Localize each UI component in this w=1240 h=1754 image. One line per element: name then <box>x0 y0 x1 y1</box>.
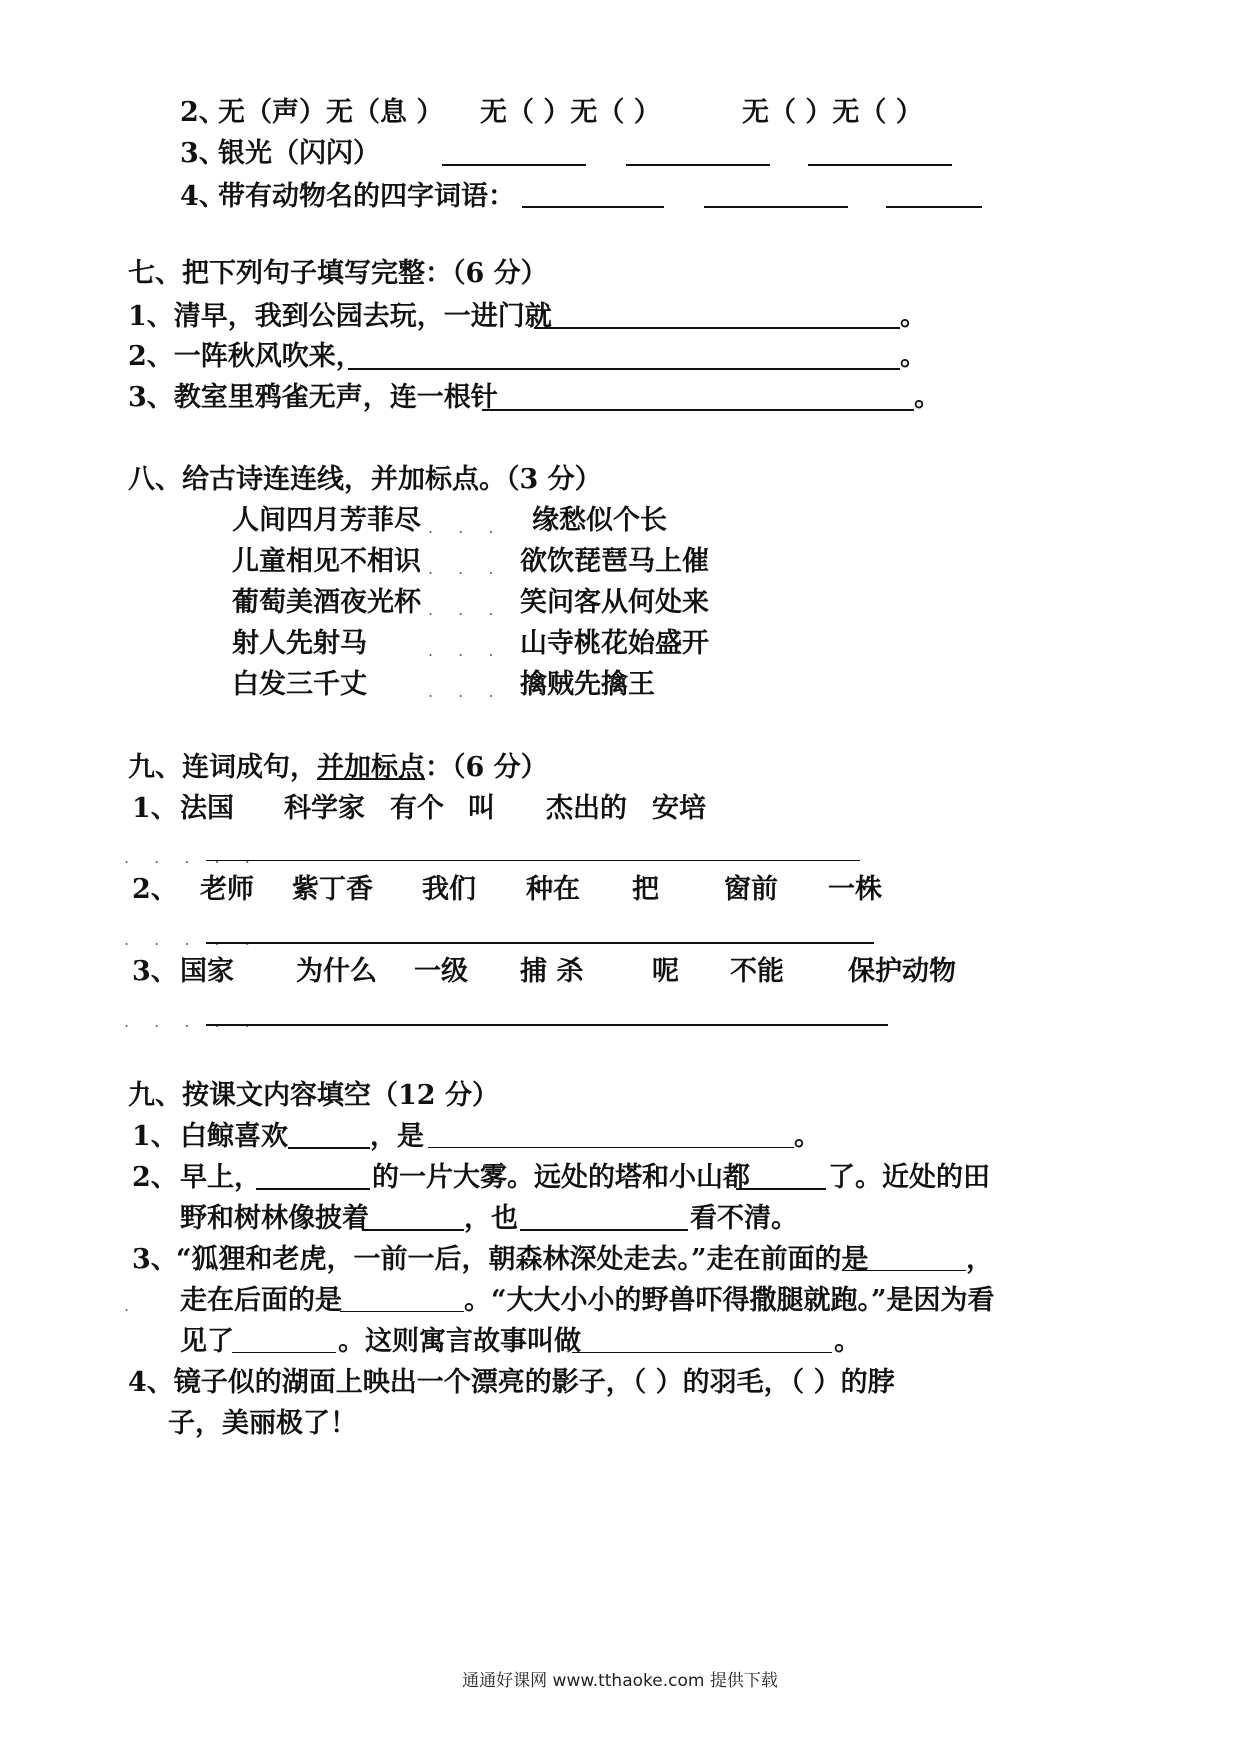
q9a-2-number: 2、 <box>132 874 178 905</box>
dot-leader: . . . . . <box>124 848 260 867</box>
word-card[interactable]: 一级 <box>414 956 468 987</box>
q6-4-prompt: 带有动物名的四字词语： <box>218 181 515 212</box>
dot-leader: . . . <box>428 641 504 660</box>
word-card[interactable]: 我们 <box>422 874 476 905</box>
word-card[interactable]: 科学家 <box>284 793 365 824</box>
answer-line[interactable] <box>232 1352 336 1353</box>
q6-3-number: 3、 <box>180 138 226 169</box>
dot-leader: . <box>124 1296 140 1315</box>
word-card[interactable]: 一株 <box>828 874 882 905</box>
word-card[interactable]: 捕 杀 <box>520 956 584 987</box>
q9b-1-text: ，是 <box>370 1121 424 1152</box>
dot-leader: . . . <box>428 518 504 537</box>
answer-line[interactable] <box>206 860 860 861</box>
poem-right-1[interactable]: 缘愁似个长 <box>532 505 667 536</box>
word-card[interactable]: 老师 <box>200 874 254 905</box>
poem-right-4[interactable]: 山寺桃花始盛开 <box>520 628 709 659</box>
word-card[interactable]: 为什么 <box>296 956 377 987</box>
q9b-1-number: 1、 <box>132 1121 178 1152</box>
answer-line[interactable] <box>572 1352 832 1353</box>
poem-right-2[interactable]: 欲饮琵琶马上催 <box>520 546 709 577</box>
q7-2-prompt: 2、一阵秋风吹来， <box>128 341 363 372</box>
dot-leader: . . . <box>428 559 504 578</box>
poem-left-2[interactable]: 儿童相见不相识 <box>232 546 421 577</box>
word-card[interactable]: 安培 <box>652 793 706 824</box>
q9a-3-number: 3、 <box>132 956 178 987</box>
word-card[interactable]: 保护动物 <box>848 956 956 987</box>
q6-3-example: 银光（闪闪） <box>218 138 380 169</box>
word-card[interactable]: 有个 <box>390 793 444 824</box>
q9b-3-number: 3、 <box>132 1244 178 1275</box>
answer-line[interactable] <box>842 1270 966 1271</box>
footer-source: 通通好课网 www.tthaoke.com 提供下载 <box>462 1671 778 1691</box>
answer-line[interactable] <box>520 1229 688 1231</box>
answer-line[interactable] <box>256 1188 370 1190</box>
word-card[interactable]: 紫丁香 <box>292 874 373 905</box>
word-card[interactable]: 不能 <box>730 956 784 987</box>
dot-leader: . . . . . <box>124 1012 260 1031</box>
period: 。 <box>900 301 927 332</box>
q6-2-blank-a[interactable]: 无（ ）无（ ） <box>480 97 661 128</box>
q6-4-number: 4、 <box>180 181 226 212</box>
answer-line[interactable] <box>704 206 848 208</box>
word-card[interactable]: 窗前 <box>724 874 778 905</box>
answer-line[interactable] <box>206 942 874 944</box>
q9b-3-text: 走在后面的是 <box>180 1285 342 1316</box>
dot-leader: . . . <box>428 682 504 701</box>
answer-line[interactable] <box>626 164 770 166</box>
section-9b-heading: 九、按课文内容填空（12 分） <box>128 1080 499 1111</box>
poem-left-4[interactable]: 射人先射马 <box>232 628 367 659</box>
answer-line[interactable] <box>736 1188 826 1190</box>
heading-part: ：（6 分） <box>425 752 548 783</box>
q9b-3-text: “狐狸和老虎，一前一后，朝森林深处走去。”走在前面的是 <box>176 1244 869 1275</box>
dot-leader: . . . <box>428 600 504 619</box>
q9a-1-number: 1、 <box>132 793 178 824</box>
period: 。 <box>914 382 941 413</box>
q7-1-prompt: 1、清早，我到公园去玩，一进门就 <box>128 301 552 332</box>
q9b-1-text: 白鲸喜欢 <box>180 1121 288 1152</box>
q9b-4-text: 子，美丽极了！ <box>168 1408 357 1439</box>
q6-2-example: 无（声）无（息 ） <box>218 97 444 128</box>
q9b-2-text: 看不清。 <box>690 1203 798 1234</box>
answer-line[interactable] <box>442 164 586 166</box>
answer-line[interactable] <box>534 327 900 329</box>
q9b-3-text: 。这则寓言故事叫做 <box>338 1326 581 1357</box>
answer-line[interactable] <box>362 1229 464 1231</box>
poem-right-5[interactable]: 擒贼先擒王 <box>520 669 655 700</box>
heading-part: 九、连词成句， <box>128 752 317 783</box>
word-card[interactable]: 叫 <box>468 793 495 824</box>
poem-left-3[interactable]: 葡萄美酒夜光杯 <box>232 587 421 618</box>
word-card[interactable]: 杰出的 <box>546 793 627 824</box>
q6-2-number: 2、 <box>180 97 226 128</box>
poem-right-3[interactable]: 笑问客从何处来 <box>520 587 709 618</box>
period: 。 <box>794 1121 821 1152</box>
q9b-3-text: 见了 <box>180 1326 234 1357</box>
word-card[interactable]: 法国 <box>180 793 234 824</box>
q9b-3-text: ， <box>966 1244 993 1275</box>
answer-line[interactable] <box>428 1147 794 1148</box>
answer-line[interactable] <box>482 409 914 411</box>
section-9a-heading <box>128 751 548 785</box>
poem-left-5[interactable]: 白发三千丈 <box>232 669 367 700</box>
answer-line[interactable] <box>348 368 900 370</box>
q9b-4-text: 4、镜子似的湖面上映出一个漂亮的影子，（ ）的羽毛，（ ）的脖 <box>128 1367 895 1398</box>
section-8-heading: 八、给古诗连连线，并加标点。（3 分） <box>128 464 602 495</box>
q9b-2-text: 野和树林像披着 <box>180 1203 369 1234</box>
answer-line[interactable] <box>288 1147 370 1149</box>
q9b-3-text: 。 <box>834 1326 861 1357</box>
word-card[interactable]: 国家 <box>180 956 234 987</box>
q9b-2-text: 的一片大雾。远处的塔和小山都 <box>372 1162 750 1193</box>
section-7-heading: 七、把下列句子填写完整：（6 分） <box>128 258 548 289</box>
heading-underlined: 并加标点 <box>317 752 425 783</box>
poem-left-1[interactable]: 人间四月芳菲尽 <box>232 505 421 536</box>
word-card[interactable]: 种在 <box>526 874 580 905</box>
answer-line[interactable] <box>340 1311 464 1312</box>
q6-2-blank-b[interactable]: 无（ ）无（ ） <box>742 97 923 128</box>
q9b-2-number: 2、 <box>132 1162 178 1193</box>
q9b-2-text: 早上， <box>180 1162 261 1193</box>
answer-line[interactable] <box>886 206 982 208</box>
dot-leader: . . . . . <box>124 930 260 949</box>
answer-line[interactable] <box>808 164 952 166</box>
q9b-2-text: 了。近处的田 <box>828 1162 990 1193</box>
answer-line[interactable] <box>522 206 664 208</box>
word-card[interactable]: 把 <box>632 874 659 905</box>
q9b-3-text: 。“大大小小的野兽吓得撒腿就跑。”是因为看 <box>464 1285 995 1316</box>
answer-line[interactable] <box>206 1024 888 1026</box>
word-card[interactable]: 呢 <box>652 956 679 987</box>
period: 。 <box>900 341 927 372</box>
q9b-2-text: ，也 <box>464 1203 518 1234</box>
q7-3-prompt: 3、教室里鸦雀无声，连一根针 <box>128 382 498 413</box>
